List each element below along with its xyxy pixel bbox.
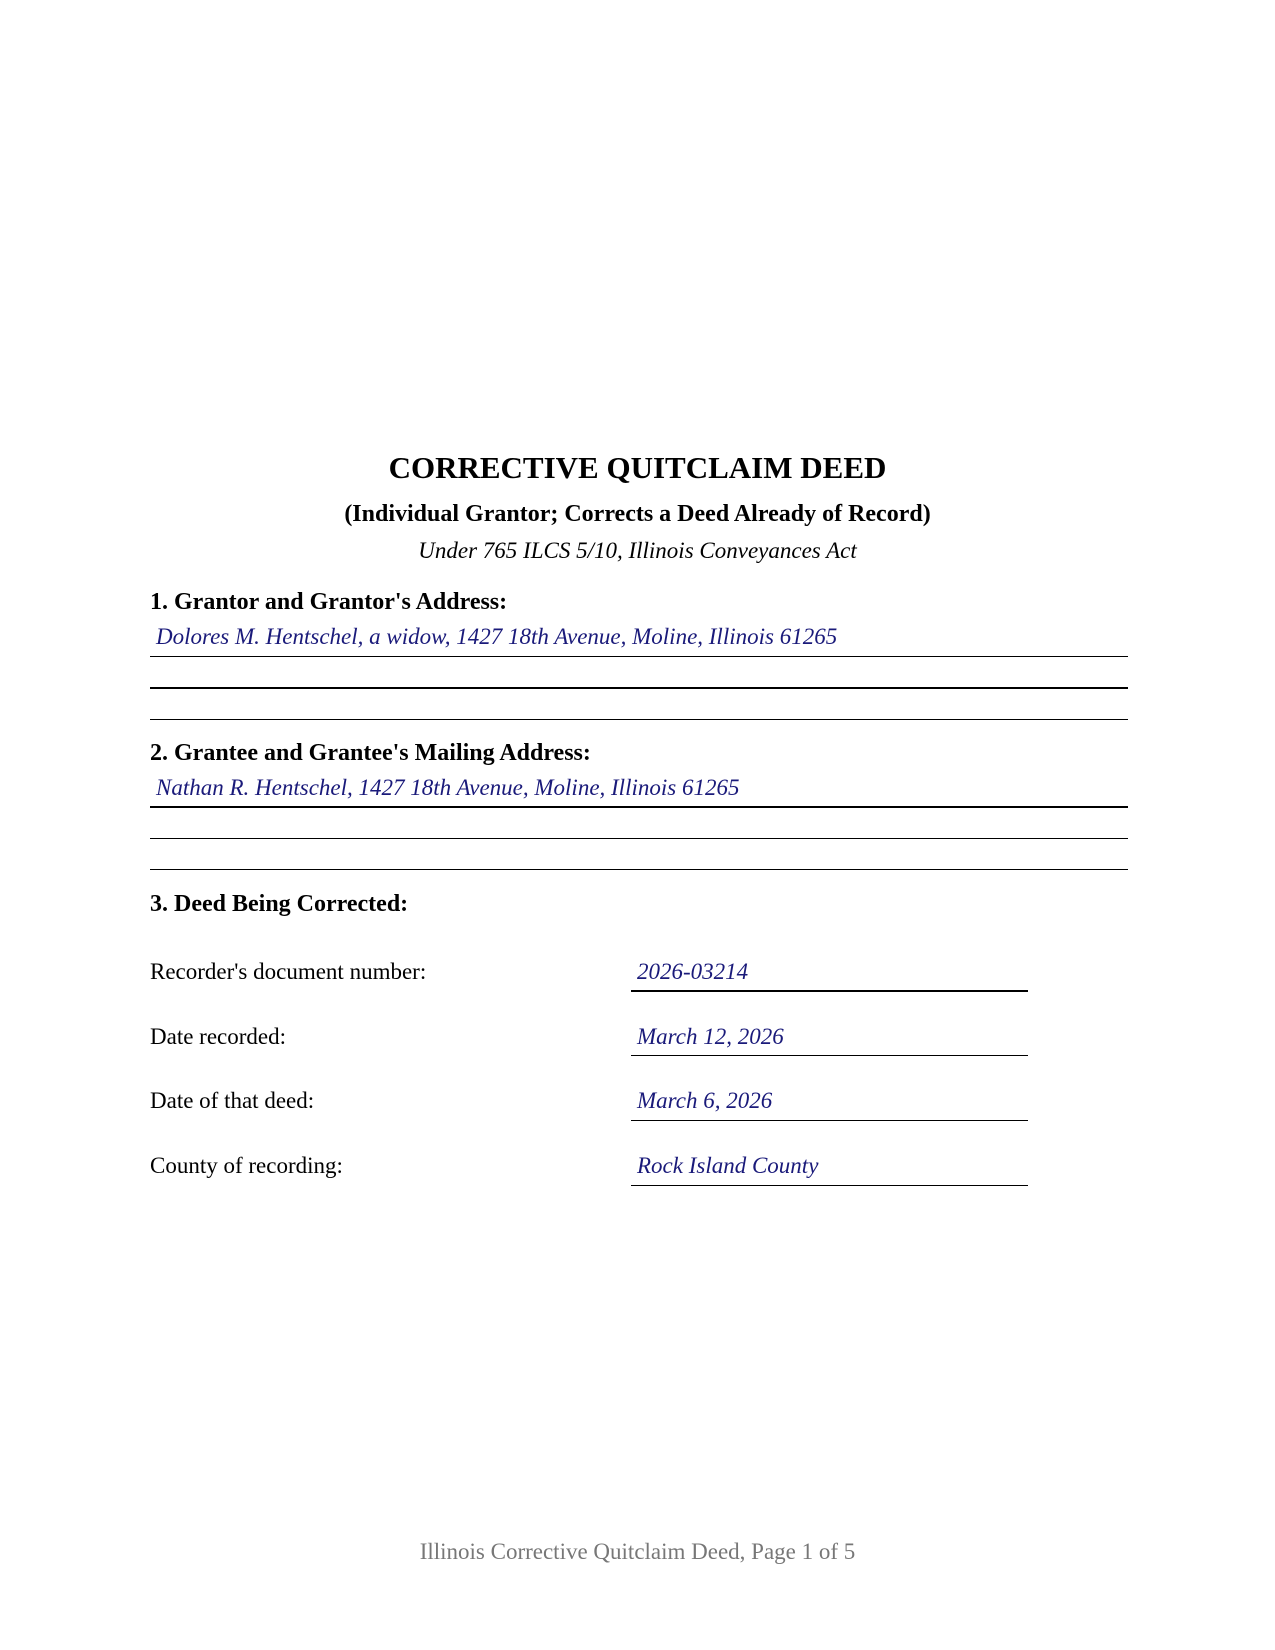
grantee-line-3 bbox=[150, 869, 1128, 870]
grantee-heading: 2. Grantee and Grantee's Mailing Address: bbox=[150, 740, 591, 766]
deed-date-line bbox=[631, 1120, 1028, 1121]
grantor-line-2 bbox=[150, 687, 1128, 689]
document-subtitle: (Individual Grantor; Corrects a Deed Already of Record) bbox=[344, 501, 931, 527]
page-footer: Illinois Corrective Quitclaim Deed, Page 1 of 5 bbox=[419, 1539, 856, 1564]
date-recorded-label: Date recorded: bbox=[150, 1024, 287, 1049]
deed-date-value[interactable]: March 6, 2026 bbox=[637, 1088, 773, 1113]
statute-reference: Under 765 ILCS 5/10, Illinois Conveyances Act bbox=[418, 538, 857, 563]
grantee-line-2 bbox=[150, 838, 1128, 839]
deed-corrected-heading: 3. Deed Being Corrected: bbox=[150, 891, 409, 917]
document-number-value[interactable]: 2026-03214 bbox=[637, 959, 749, 984]
county-label: County of recording: bbox=[150, 1153, 343, 1178]
document-title: CORRECTIVE QUITCLAIM DEED bbox=[388, 450, 887, 485]
county-line bbox=[631, 1185, 1028, 1186]
county-value[interactable]: Rock Island County bbox=[637, 1153, 819, 1178]
grantor-heading: 1. Grantor and Grantor's Address: bbox=[150, 589, 508, 615]
grantee-line-1 bbox=[150, 806, 1128, 808]
deed-date-label: Date of that deed: bbox=[150, 1088, 315, 1113]
grantee-value[interactable]: Nathan R. Hentschel, 1427 18th Avenue, Moline, Illinois 61265 bbox=[156, 775, 740, 800]
grantor-line-1 bbox=[150, 656, 1128, 657]
date-recorded-line bbox=[631, 1055, 1028, 1056]
grantor-line-3 bbox=[150, 719, 1128, 720]
document-number-label: Recorder's document number: bbox=[150, 959, 427, 984]
grantor-value[interactable]: Dolores M. Hentschel, a widow, 1427 18th Avenue, Moline, Illinois 61265 bbox=[156, 624, 838, 649]
document-number-line bbox=[631, 990, 1028, 992]
date-recorded-value[interactable]: March 12, 2026 bbox=[637, 1024, 784, 1049]
